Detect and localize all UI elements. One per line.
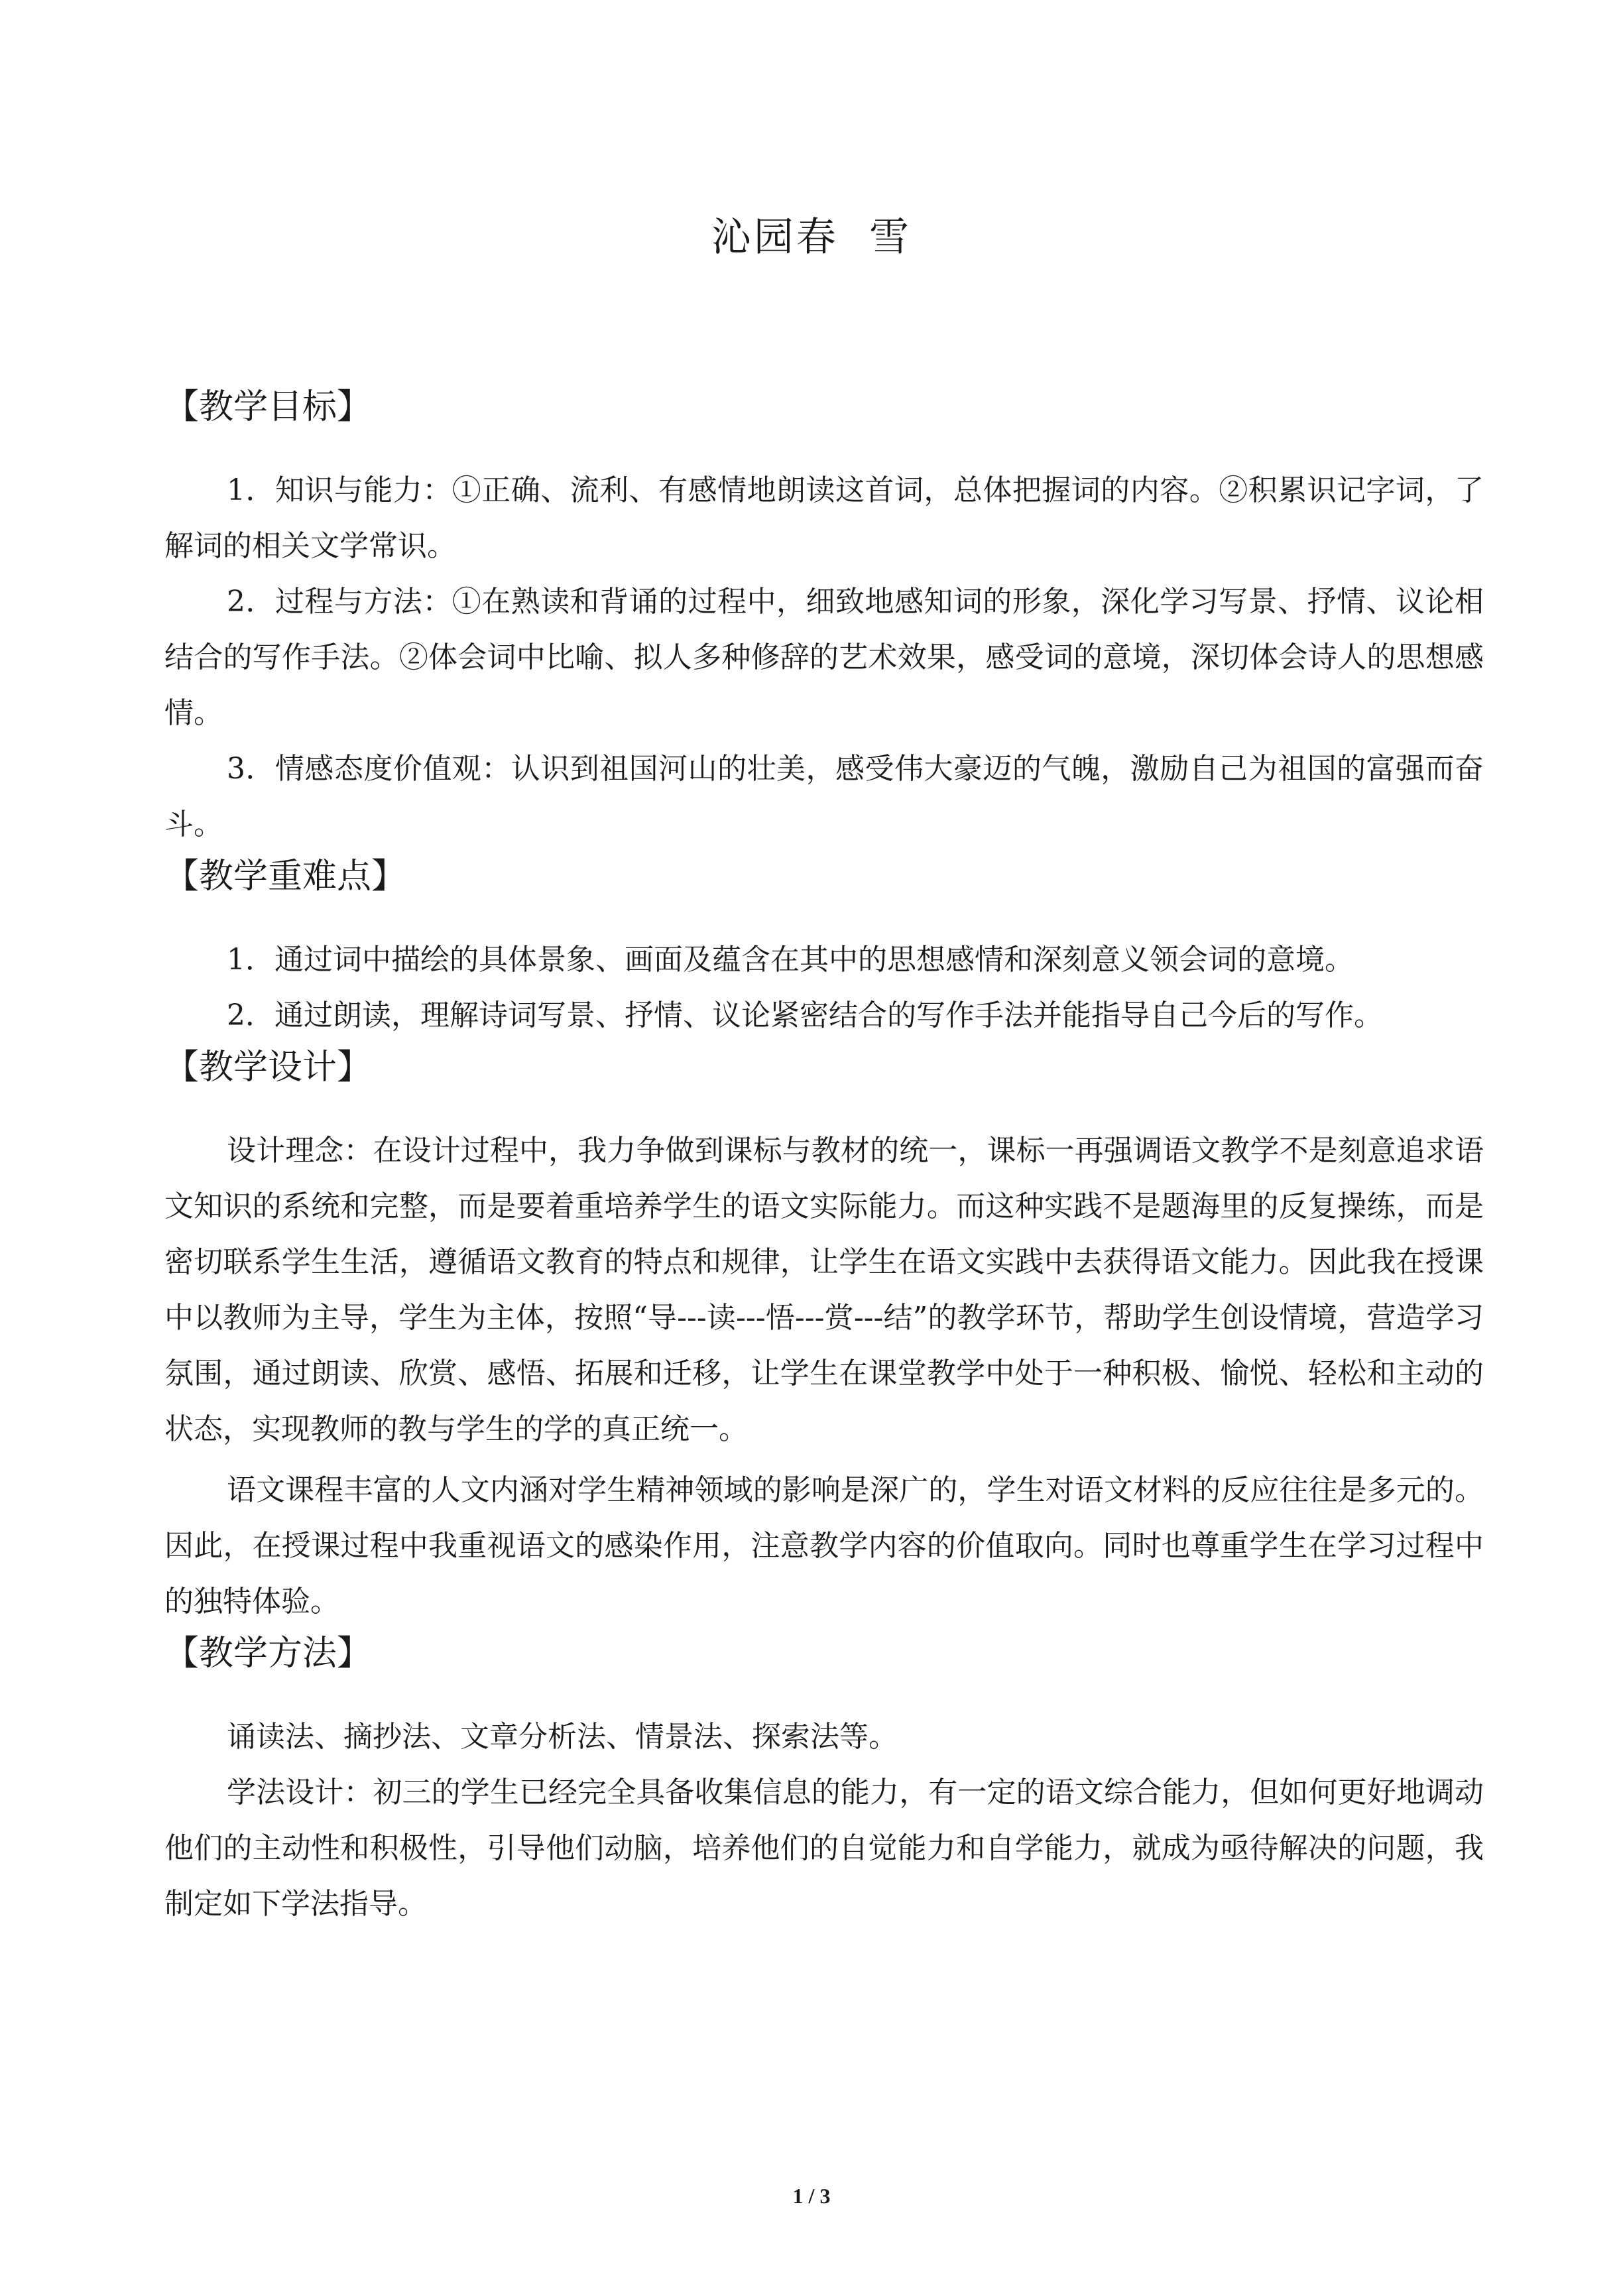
paragraph-methods-1: 诵读法、摘抄法、文章分析法、情景法、探索法等。 — [227, 1720, 898, 1754]
paragraph-design-2: 语文课程丰富的人文内涵对学生精神领域的影响是深广的，学生对语文材料的反应往往是多元的。因此，在授课过程中我重视语文的感染作用，注意教学内容的价值取向。同时也尊重学生在学习过程中的独特体验。 — [164, 1473, 1484, 1618]
paragraph-objective-2: 2．过程与方法：①在熟读和背诵的过程中，细致地感知词的形象，深化学习写景、抒情、议论相结合的写作手法。②体会词中比喻、拟人多种修辞的艺术效果，感受词的意境，深切体会诗人的思想感情。 — [164, 585, 1484, 730]
paragraph-objective-1: 1．知识与能力：①正确、流利、有感情地朗读这首词，总体把握词的内容。②积累识记字词，了解词的相关文学常识。 — [164, 473, 1484, 563]
paragraph-objective-3: 3．情感态度价值观：认识到祖国河山的壮美，感受伟大豪迈的气魄，激励自己为祖国的富强而奋斗。 — [164, 752, 1484, 841]
document-title: 沁园春 雪 — [711, 214, 912, 261]
paragraph-key-point-1: 1．通过词中描绘的具体景象、画面及蕴含在其中的思想感情和深刻意义领会词的意境。 — [227, 943, 1354, 977]
paragraph-key-point-2: 2．通过朗读，理解诗词写景、抒情、议论紧密结合的写作手法并能指导自己今后的写作。 — [227, 998, 1383, 1032]
document-body — [164, 383, 1484, 1932]
section-heading-methods: 【教学方法】 — [164, 1634, 372, 1673]
page-number: 1 / 3 — [792, 2184, 831, 2208]
section-heading-key-points: 【教学重难点】 — [164, 857, 406, 896]
paragraph-methods-2: 学法设计：初三的学生已经完全具备收集信息的能力，有一定的语文综合能力，但如何更好地调动他们的主动性和积极性，引导他们动脑，培养他们的自觉能力和自学能力，就成为亟待解决的问题，我制定如下学法指导。 — [164, 1776, 1484, 1921]
section-heading-design: 【教学设计】 — [164, 1048, 372, 1087]
paragraph-design-1: 设计理念：在设计过程中，我力争做到课标与教材的统一，课标一再强调语文教学不是刻意追求语文知识的系统和完整，而是要着重培养学生的语文实际能力。而这种实践不是题海里的反复操练，而是密切联系学生生活，遵循语文教育的特点和规律，让学生在语文实践中去获得语文能力。因此我在授课中以教师为主导，学生为主体，按照“导---读---悟---赏---结”的教学环节，帮助学生创设情境，营造学习氛围，通过朗读、欣赏、感悟、拓展和迁移，让学生在课堂教学中处于一种积极、愉悦、轻松和主动的状态，实现教师的教与学生的学的真正统一。 — [164, 1134, 1484, 1446]
section-heading-objectives: 【教学目标】 — [164, 387, 372, 427]
